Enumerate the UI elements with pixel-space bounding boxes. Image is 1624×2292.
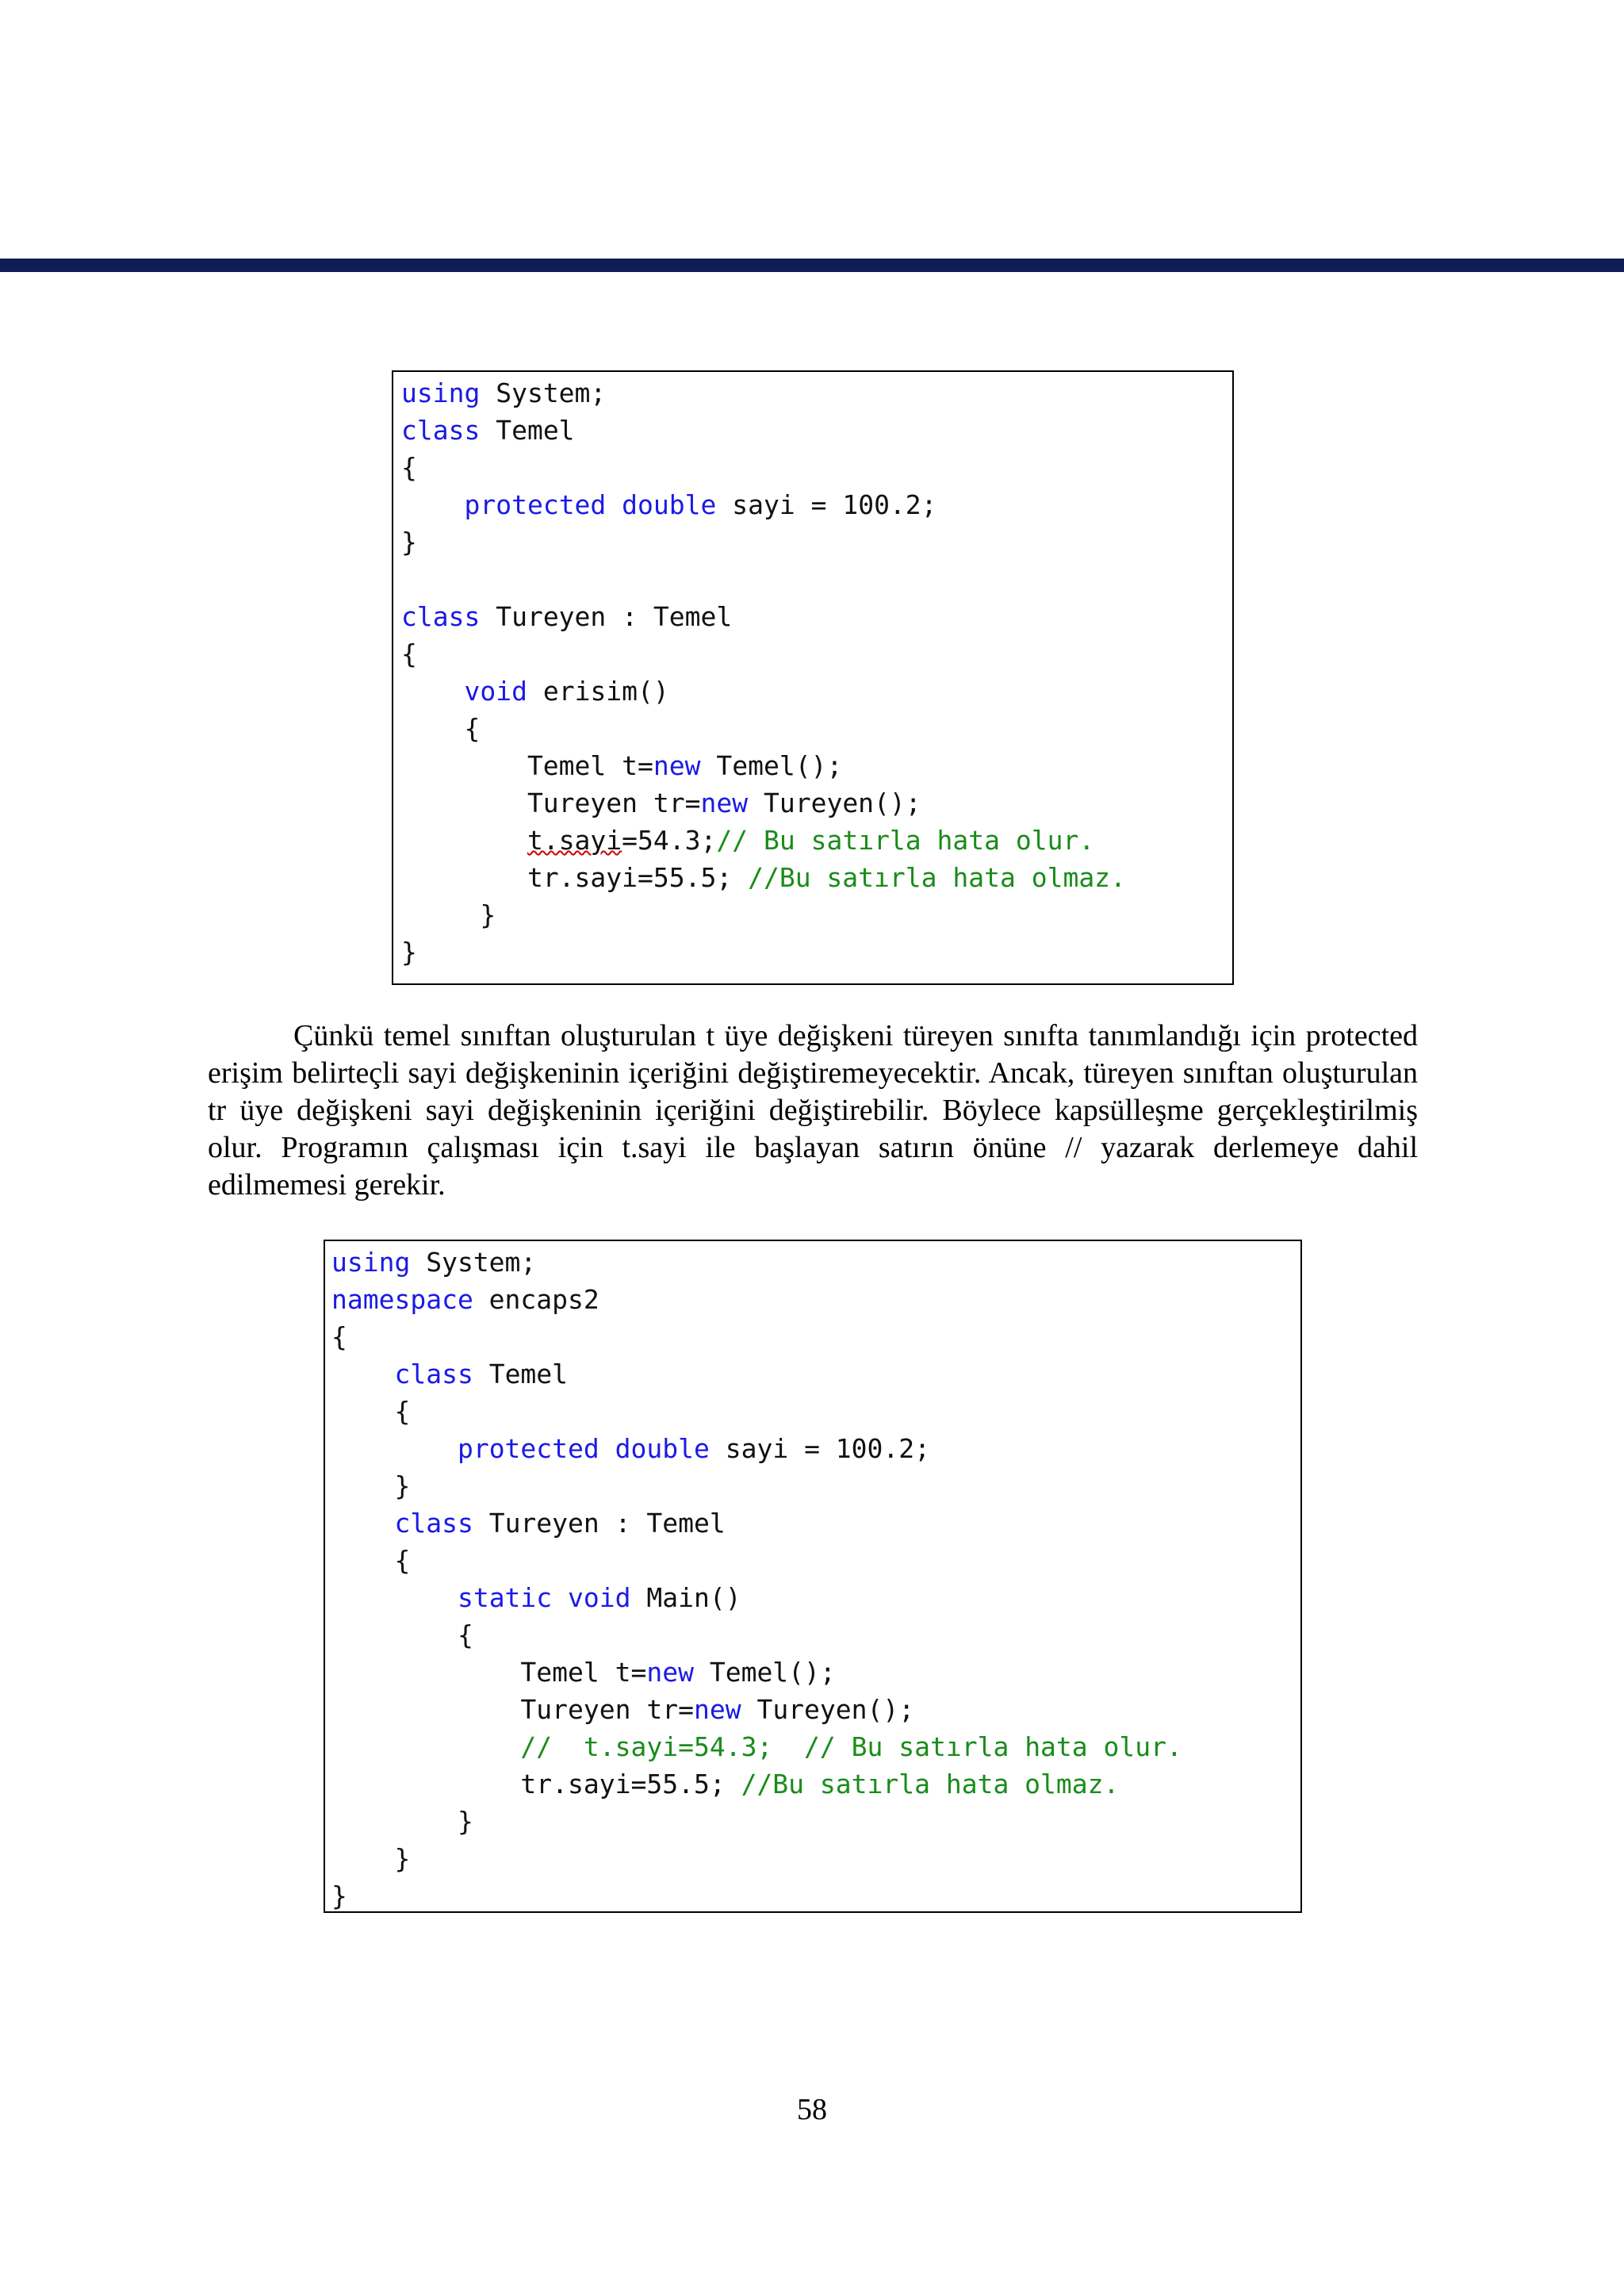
- code-line: [393, 784, 921, 822]
- code-text: encaps2: [473, 1284, 599, 1315]
- code-line: [325, 1430, 930, 1467]
- code-line: [325, 1728, 1182, 1765]
- code-text: {: [401, 452, 417, 483]
- code-text: Temel();: [700, 750, 843, 781]
- code-text: {: [401, 713, 481, 744]
- code-text: [331, 1508, 394, 1539]
- code-line: [325, 1877, 347, 1914]
- code-comment: //Bu satırla hata olmaz.: [741, 1769, 1120, 1799]
- code-keyword: new: [646, 1657, 694, 1688]
- code-comment: // t.sayi=54.3; // Bu satırla hata olur.: [520, 1731, 1182, 1762]
- code-text: [331, 1731, 520, 1762]
- code-keyword: namespace: [331, 1284, 473, 1315]
- code-text: Temel t=: [331, 1657, 647, 1688]
- code-block-1: [392, 370, 1234, 985]
- code-text: Tureyen();: [748, 788, 921, 818]
- code-line: [325, 1281, 599, 1318]
- code-text: {: [331, 1545, 411, 1576]
- code-text: {: [331, 1619, 473, 1650]
- code-line: [393, 673, 669, 710]
- code-line: [325, 1654, 836, 1691]
- code-text: [552, 1582, 568, 1613]
- code-text: }: [331, 1843, 411, 1874]
- code-text: Temel();: [693, 1657, 836, 1688]
- code-keyword: class: [401, 601, 481, 632]
- code-text: [331, 1433, 458, 1464]
- code-keyword: new: [653, 750, 701, 781]
- page-number: 58: [797, 2093, 827, 2126]
- code-comment: // Bu satırla hata olur.: [716, 825, 1095, 856]
- code-text: erisim(): [527, 676, 669, 707]
- code-keyword: new: [693, 1694, 741, 1725]
- code-text: Tureyen tr=: [401, 788, 701, 818]
- code-keyword: void: [464, 676, 527, 707]
- code-line: [325, 1840, 410, 1877]
- code-line: [325, 1691, 914, 1728]
- code-text: [599, 1433, 615, 1464]
- code-line: [325, 1504, 726, 1542]
- code-text: }: [401, 899, 496, 930]
- code-text: Tureyen : Temel: [480, 601, 733, 632]
- code-line: [325, 1318, 347, 1355]
- code-text: [401, 825, 527, 856]
- code-keyword: void: [568, 1582, 631, 1613]
- code-comment: //Bu satırla hata olmaz.: [748, 862, 1126, 893]
- code-line: [393, 710, 480, 747]
- code-text: System;: [480, 378, 607, 408]
- code-line: [393, 859, 1126, 896]
- code-line: [393, 449, 417, 486]
- code-line: [393, 933, 417, 971]
- code-keyword: using: [331, 1247, 411, 1278]
- code-text: =54.3;: [622, 825, 717, 856]
- code-line: [325, 1579, 741, 1616]
- code-line: [325, 1542, 410, 1579]
- code-text: }: [331, 1880, 347, 1911]
- code-text: tr.sayi=55.5;: [401, 862, 749, 893]
- code-text: sayi = 100.2;: [716, 489, 937, 520]
- code-text: }: [331, 1470, 411, 1501]
- code-line: [393, 412, 575, 449]
- code-text: [401, 489, 464, 520]
- code-line: [325, 1393, 410, 1430]
- code-text: [606, 489, 622, 520]
- code-line: [325, 1616, 473, 1654]
- code-text: {: [331, 1396, 411, 1427]
- code-text: Temel: [473, 1359, 569, 1389]
- code-keyword: using: [401, 378, 481, 408]
- code-text: {: [331, 1321, 347, 1352]
- code-line: [393, 747, 842, 784]
- code-keyword: protected: [464, 489, 607, 520]
- code-text: [401, 676, 464, 707]
- code-text: Temel: [480, 415, 575, 446]
- code-line: [325, 1467, 410, 1504]
- header-rule: [0, 259, 1624, 272]
- code-line: [393, 486, 937, 523]
- code-keyword: class: [401, 415, 481, 446]
- code-keyword: class: [394, 1508, 473, 1539]
- code-keyword: double: [615, 1433, 710, 1464]
- code-line: [393, 598, 732, 635]
- code-text: }: [401, 527, 417, 558]
- code-line: [325, 1355, 568, 1393]
- body-paragraph: Çünkü temel sınıftan oluşturulan t üye değişkeni türeyen sınıfta tanımlandığı için protected erişim belirteçli sayi değişkeninin içeriğini değiştiremeyecektir. Ancak, türeyen sınıftan oluşturulan tr üye değişkeni sayi değişkeninin içeriğini değiştirebilir. Böylece kapsülleşme gerçekleştirilmiş olur. Programın çalışması için t.sayi ile başlayan satırın önüne // yazarak derlemeye dahil edilmemesi gerekir.: [208, 1019, 1418, 1202]
- code-keyword: static: [457, 1582, 553, 1613]
- code-text: }: [401, 937, 417, 968]
- code-line: [325, 1244, 536, 1281]
- code-text: sayi = 100.2;: [709, 1433, 931, 1464]
- code-line: [393, 896, 496, 933]
- code-text: [331, 1582, 458, 1613]
- code-text: }: [331, 1806, 473, 1837]
- code-text: tr.sayi=55.5;: [331, 1769, 741, 1799]
- code-text: [331, 1359, 394, 1389]
- code-text: {: [401, 638, 417, 669]
- code-line: [393, 822, 1094, 859]
- code-line: [393, 374, 606, 412]
- code-keyword: protected: [457, 1433, 599, 1464]
- code-line: [325, 1765, 1119, 1803]
- code-text: Main(): [630, 1582, 741, 1613]
- code-keyword: new: [700, 788, 749, 818]
- code-text: Tureyen : Temel: [473, 1508, 726, 1539]
- code-text: Tureyen();: [741, 1694, 915, 1725]
- code-keyword: class: [394, 1359, 473, 1389]
- code-line: [325, 1803, 473, 1840]
- code-text: System;: [410, 1247, 537, 1278]
- code-line: [393, 523, 417, 561]
- code-text: Temel t=: [401, 750, 653, 781]
- code-line: [393, 635, 417, 673]
- code-error-token: t.sayi: [527, 825, 622, 856]
- code-text: Tureyen tr=: [331, 1694, 694, 1725]
- code-block-2: [324, 1240, 1302, 1913]
- code-keyword: double: [622, 489, 717, 520]
